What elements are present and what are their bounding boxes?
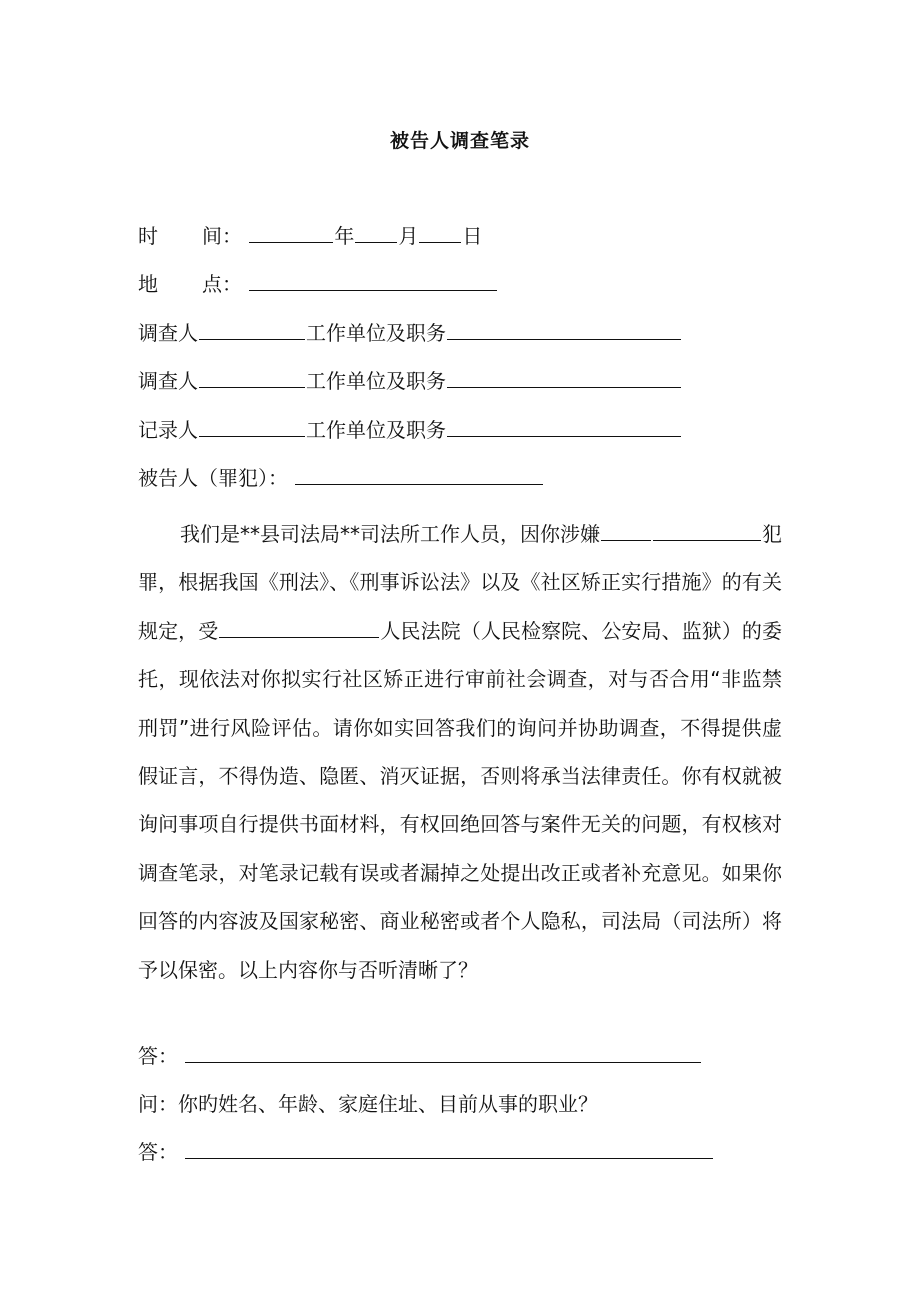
investigator-label: 调查人 — [138, 321, 198, 345]
defendant-label: 被告人（罪犯）： — [138, 466, 288, 490]
court-blank[interactable] — [219, 619, 379, 638]
statement-part3: 人民法院（人民检察院、公安局、监狱）的委托，现依法对你拟实行社区矫正进行审前社会调查，对与否合用“非监禁刑罚”进行风险评估。请你如实回答我们的询问并协助调查，不得提供虚假证言，不得伪造、隐匿、消灭证据，否则将承当法律责任。你有权就被询问事项自行提供书面材料，有权回绝回答与案件无关的问题，有权核对调查笔录，对笔录记载有误或者漏掉之处提出改正或者补充意见。如果你回答的内容波及国家秘密、商业秘密或者个人隐私，司法局（司法所）将予以保密。以上内容你与否听清晰了？ — [138, 618, 783, 982]
recorder-label: 记录人 — [138, 418, 198, 442]
unit-label: 工作单位及职务 — [306, 369, 446, 393]
recorder-row — [138, 418, 682, 442]
year-blank[interactable] — [249, 224, 333, 243]
month-label: 月 — [398, 224, 419, 248]
answer-label: 答： — [138, 1140, 178, 1164]
unit-label: 工作单位及职务 — [306, 321, 446, 345]
investigator-name-blank[interactable] — [199, 321, 305, 340]
investigator-row — [138, 369, 682, 393]
place-row — [138, 272, 498, 296]
defendant-blank[interactable] — [295, 466, 543, 485]
unit-blank[interactable] — [447, 321, 681, 340]
investigator-name-blank[interactable] — [199, 369, 305, 388]
time-label-a: 时 — [138, 224, 158, 248]
place-label-a: 地 — [138, 272, 158, 296]
place-blank[interactable] — [249, 272, 497, 291]
month-blank[interactable] — [355, 224, 397, 243]
question-text: 你旳姓名、年龄、家庭住址、目前从事的职业？ — [178, 1092, 598, 1116]
offense-blank-b[interactable] — [653, 522, 761, 541]
answer-label: 答： — [138, 1044, 178, 1068]
statement-paragraph — [138, 510, 782, 994]
recorder-name-blank[interactable] — [199, 418, 305, 437]
defendant-row — [138, 466, 544, 490]
year-label: 年 — [334, 224, 355, 248]
investigator-row — [138, 321, 682, 345]
day-blank[interactable] — [419, 224, 461, 243]
statement-part2: 犯罪，根据我国《刑法》、《刑事诉讼法》以及《社区矫正实行措施》的有关规定，受 — [138, 522, 782, 643]
unit-label: 工作单位及职务 — [306, 418, 446, 442]
question-row — [138, 1092, 598, 1116]
answer-blank[interactable] — [185, 1044, 701, 1063]
investigator-label: 调查人 — [138, 369, 198, 393]
time-label-b: 间： — [202, 224, 242, 248]
place-label-b: 点： — [202, 272, 242, 296]
offense-blank-a[interactable] — [601, 522, 651, 541]
answer-row — [138, 1044, 702, 1068]
statement-part1: 我们是**县司法局**司法所工作人员，因你涉嫌 — [180, 522, 600, 546]
unit-blank[interactable] — [447, 369, 681, 388]
time-row — [138, 224, 482, 248]
answer-row — [138, 1140, 714, 1164]
document-title: 被告人调查笔录 — [389, 130, 530, 152]
question-label: 问： — [138, 1092, 178, 1116]
day-label: 日 — [462, 224, 483, 248]
unit-blank[interactable] — [447, 418, 681, 437]
answer-blank[interactable] — [185, 1140, 713, 1159]
